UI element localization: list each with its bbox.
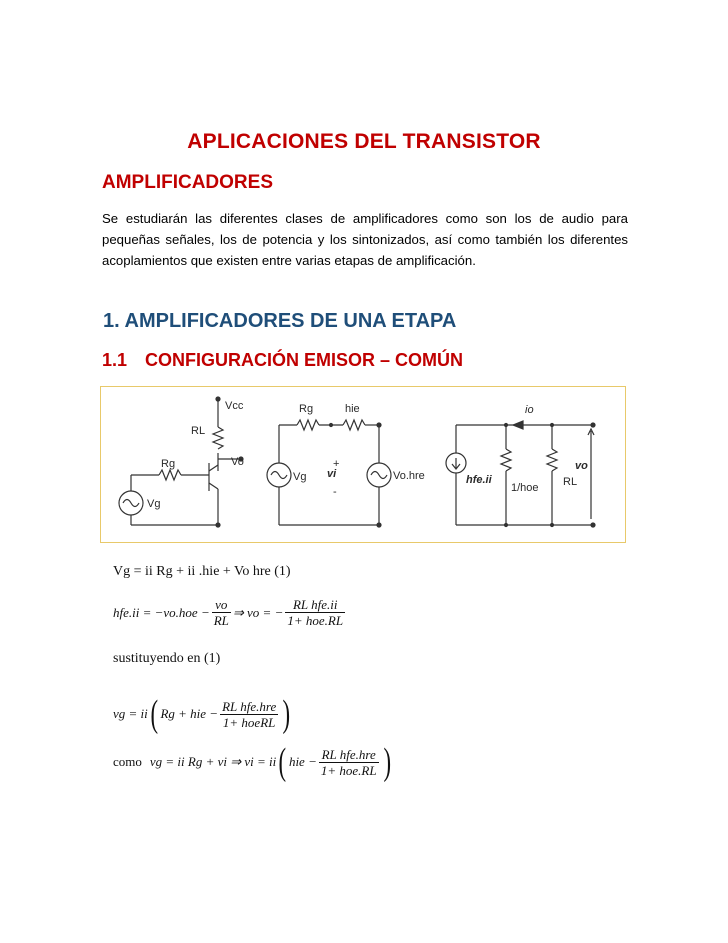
label-rg-2: Rg (299, 403, 314, 415)
eq3-lhs: vg = ii (113, 706, 148, 721)
label-1-hoe: 1/hoe (511, 482, 539, 494)
eq2-lhs: hfe.ii = −vo.hoe − (113, 604, 210, 620)
label-vcc: Vcc (225, 400, 244, 412)
label-vohre: Vo.hre (393, 470, 425, 482)
label-rl-2: RL (563, 476, 578, 488)
eq4-como: como (113, 754, 142, 769)
eq4-close-paren: ) (383, 741, 391, 783)
section-heading: AMPLIFICADORES (102, 172, 273, 193)
eq3-inner: Rg + hie − (160, 706, 219, 721)
eq2-numerator-1: vo (212, 597, 231, 613)
label-hie: hie (345, 403, 360, 415)
intro-paragraph: Se estudiarán las diferentes clases de amplificadores como son los de audio para pequeñas señales, los de potencia y los sintonizados, así como también los diferentes acoplamientos que existen entre varias etapas de amplificación. (102, 211, 628, 268)
label-io: io (525, 404, 534, 416)
eq2-fraction-1 (212, 597, 231, 628)
equation-4 (113, 742, 393, 782)
label-vo-out: vo (575, 460, 588, 472)
heading-1: 1. AMPLIFICADORES DE UNA ETAPA (103, 310, 457, 332)
substitution-text: sustituyendo en (1) (113, 651, 221, 666)
circuit-diagram (101, 387, 625, 542)
equation-2 (113, 597, 347, 628)
eq2-mid: ⇒ vo = − (232, 604, 284, 620)
eq4-lhs: vg = ii Rg + vi ⇒ vi = ii (149, 754, 277, 769)
eq2-denominator-1: RL (213, 613, 229, 628)
eq3-denominator: 1+ hoeRL (222, 714, 276, 730)
label-vg-2: Vg (293, 471, 307, 483)
circuit-figure (100, 386, 626, 543)
eq4-numerator: RL hfe.hre (319, 747, 379, 763)
eq3-numerator: RL hfe.hre (222, 698, 277, 714)
eq3-fraction (220, 699, 278, 730)
label-vo: Vo (231, 456, 244, 468)
heading-1-1 (102, 350, 463, 371)
equation-1: Vg = ii Rg + ii .hie + Vo hre (1) (113, 564, 291, 579)
heading-1-1-text: CONFIGURACIÓN EMISOR – COMÚN (145, 350, 464, 370)
eq4-fraction (319, 747, 379, 778)
eq2-denominator-2: 1+ hoe.RL (287, 613, 344, 628)
eq4-open-paren: ( (278, 741, 287, 783)
label-plus: + (333, 458, 340, 470)
label-vi: vi (327, 468, 337, 480)
eq4-denominator: 1+ hoe.RL (320, 762, 377, 778)
heading-1-1-number: 1.1 (102, 350, 128, 370)
page-title: APLICACIONES DEL TRANSISTOR (187, 130, 541, 153)
label-rl: RL (191, 425, 206, 437)
eq3-open-paren: ( (150, 693, 158, 735)
eq2-fraction-2 (285, 597, 345, 628)
eq3-close-paren: ) (282, 693, 291, 735)
label-hfe-ii: hfe.ii (466, 474, 492, 486)
equation-3 (113, 694, 293, 734)
label-rg: Rg (161, 458, 176, 470)
label-vg: Vg (147, 498, 161, 510)
eq2-numerator-2: RL hfe.ii (285, 597, 345, 613)
label-minus: - (333, 486, 337, 498)
eq4-inner: hie − (288, 754, 317, 769)
